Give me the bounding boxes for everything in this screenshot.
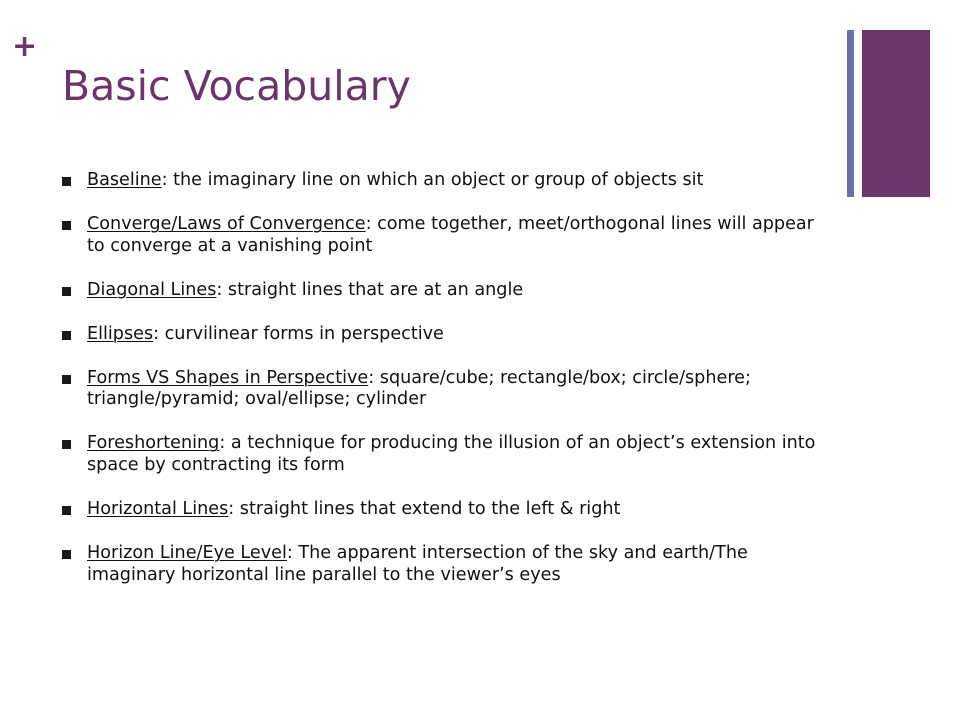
vocabulary-term: Diagonal Lines xyxy=(87,279,217,300)
square-bullet-icon xyxy=(62,506,71,515)
vocabulary-definition: : curvilinear forms in perspective xyxy=(153,323,444,344)
vocabulary-item-horizontal-lines xyxy=(62,499,822,521)
vocabulary-item-ellipses xyxy=(62,324,822,346)
vocabulary-term: Horizontal Lines xyxy=(87,499,229,520)
slide-title: Basic Vocabulary xyxy=(62,62,411,110)
vocabulary-item-horizon-line xyxy=(62,543,822,586)
vocabulary-item-forms-vs-shapes xyxy=(62,368,822,411)
accent-bar-thick xyxy=(862,30,930,197)
vocabulary-definition: : the imaginary line on which an object or group of objects sit xyxy=(161,170,704,190)
square-bullet-icon xyxy=(62,177,71,186)
square-bullet-icon xyxy=(62,221,71,230)
accent-bar-thin xyxy=(847,30,854,197)
plus-icon: + xyxy=(12,29,38,64)
vocabulary-term: Horizon Line/Eye Level xyxy=(87,543,287,564)
vocabulary-item-baseline xyxy=(62,170,822,192)
square-bullet-icon xyxy=(62,375,71,384)
vocabulary-term: Converge/Laws of Convergence xyxy=(87,214,366,235)
vocabulary-term: Foreshortening xyxy=(87,433,220,454)
vocabulary-definition: : a technique for producing the illusion of an object’s extension into space by contracting its form xyxy=(87,433,816,475)
vocabulary-definition: : The apparent intersection of the sky and earth/The imaginary horizontal line parallel to the viewer’s eyes xyxy=(87,543,748,585)
square-bullet-icon xyxy=(62,331,71,340)
vocabulary-term: Baseline xyxy=(87,170,162,190)
vocabulary-term: Forms VS Shapes in Perspective xyxy=(87,367,369,388)
square-bullet-icon xyxy=(62,440,71,449)
vocabulary-term: Ellipses xyxy=(87,323,154,344)
square-bullet-icon xyxy=(62,550,71,559)
vocabulary-definition: : square/cube; rectangle/box; circle/sphere; triangle/pyramid; oval/ellipse; cylinder xyxy=(87,367,751,410)
vocabulary-item-diagonal-lines xyxy=(62,280,822,302)
square-bullet-icon xyxy=(62,287,71,296)
vocabulary-item-converge xyxy=(62,214,822,257)
vocabulary-definition: : straight lines that extend to the left & right xyxy=(228,499,621,520)
vocabulary-definition: : straight lines that are at an angle xyxy=(216,279,524,300)
vocabulary-list xyxy=(62,170,822,609)
vocabulary-item-foreshortening xyxy=(62,433,822,476)
vocabulary-definition: : come together, meet/orthogonal lines will appear to converge at a vanishing point xyxy=(87,214,814,256)
